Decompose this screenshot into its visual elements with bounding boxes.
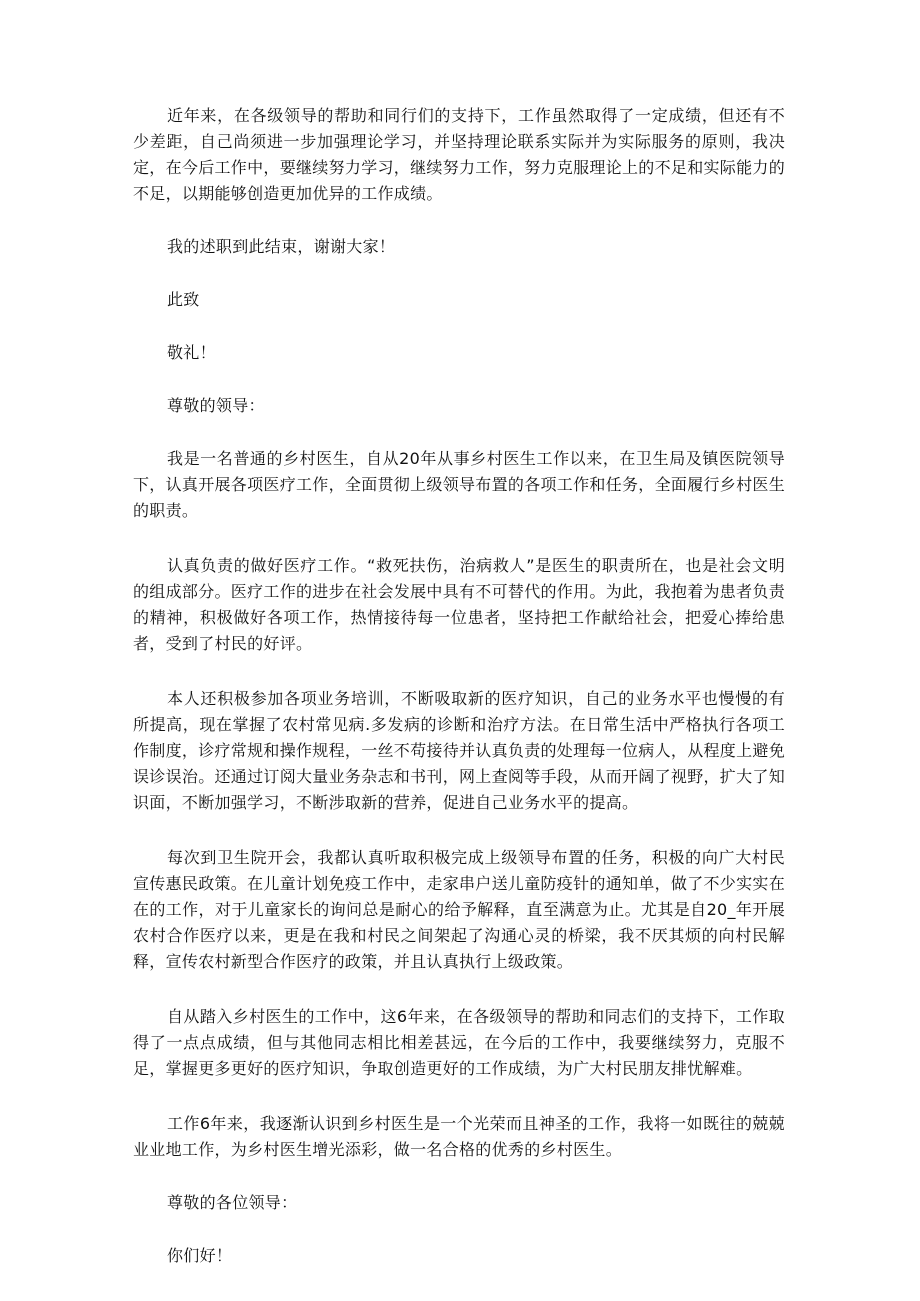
paragraph-introduction: 我是一名普通的乡村医生，自从20年从事乡村医生工作以来，在卫生局及镇医院领导下，认真开展各项医疗工作，全面贯彻上级领导布置的各项工作和任务，全面履行乡村医生的职责。 [133, 449, 786, 520]
paragraph-training: 本人还积极参加各项业务培训，不断吸取新的医疗知识，自己的业务水平也慢慢的有所提高，现在掌握了农村常见病.多发病的诊断和治疗方法。在日常生活中严格执行各项工作制度，诊疗常规和操作规程，一丝不苟接待并认真负责的处理每一位病人，从程度上避免误诊误治。还通过订阅大量业务杂志和书刊，网上查阅等手段，从而开阔了视野，扩大了知识面，不断加强学习，不断涉取新的营养，促进自己业务水平的提高。 [133, 689, 786, 812]
paragraph-cizhi: 此致 [167, 290, 200, 309]
document-body [133, 103, 785, 1269]
paragraph-medical-work: 认真负责的做好医疗工作。“救死扶伤，治病救人”是医生的职责所在，也是社会文明的组成部分。医疗工作的进步在社会发展中具有不可替代的作用。为此，我抱着为患者负责的精神，积极做好各项工作，热情接待每一位患者，坚持把工作献给社会，把爱心捧给患者，受到了村民的好评。 [133, 556, 786, 653]
paragraph-closing-summary: 近年来，在各级领导的帮助和同行们的支持下，工作虽然取得了一定成绩，但还有不少差距，自己尚须进一步加强理论学习，并坚持理论联系实际并为实际服务的原则，我决定，在今后工作中，要继续努力学习，继续努力工作，努力克服理论上的不足和实际能力的不足，以期能够创造更加优异的工作成绩。 [133, 106, 786, 203]
paragraph-greeting: 你们好！ [167, 1246, 233, 1265]
paragraph-honor: 工作6年来，我逐渐认识到乡村医生是一个光荣而且神圣的工作，我将一如既往的兢兢业业地工作，为乡村医生增光添彩，做一名合格的优秀的乡村医生。 [133, 1114, 785, 1159]
paragraph-salutation-2: 尊敬的各位领导： [167, 1193, 298, 1212]
paragraph-jingli: 敬礼！ [167, 343, 216, 362]
paragraph-thanks: 我的述职到此结束，谢谢大家！ [167, 237, 396, 256]
paragraph-six-years: 自从踏入乡村医生的工作中，这6年来，在各级领导的帮助和同志们的支持下，工作取得了一点点成绩，但与其他同志相比相差甚远，在今后的工作中，我要继续努力，克服不足，掌握更多更好的医疗知识，争取创造更好的工作成绩，为广大村民朋友排忧解难。 [133, 1007, 785, 1078]
paragraph-salutation: 尊敬的领导： [167, 396, 265, 415]
paragraph-meetings: 每次到卫生院开会，我都认真听取积极完成上级领导布置的任务，积极的向广大村民宣传惠民政策。在儿童计划免疫工作中，走家串户送儿童防疫针的通知单，做了不少实实在在的工作，对于儿童家长的询问总是耐心的给予解释，直至满意为止。尤其是自20_年开展农村合作医疗以来，更是在我和村民之间架起了沟通心灵的桥梁，我不厌其烦的向村民解释，宣传农村新型合作医疗的政策，并且认真执行上级政策。 [133, 848, 786, 971]
